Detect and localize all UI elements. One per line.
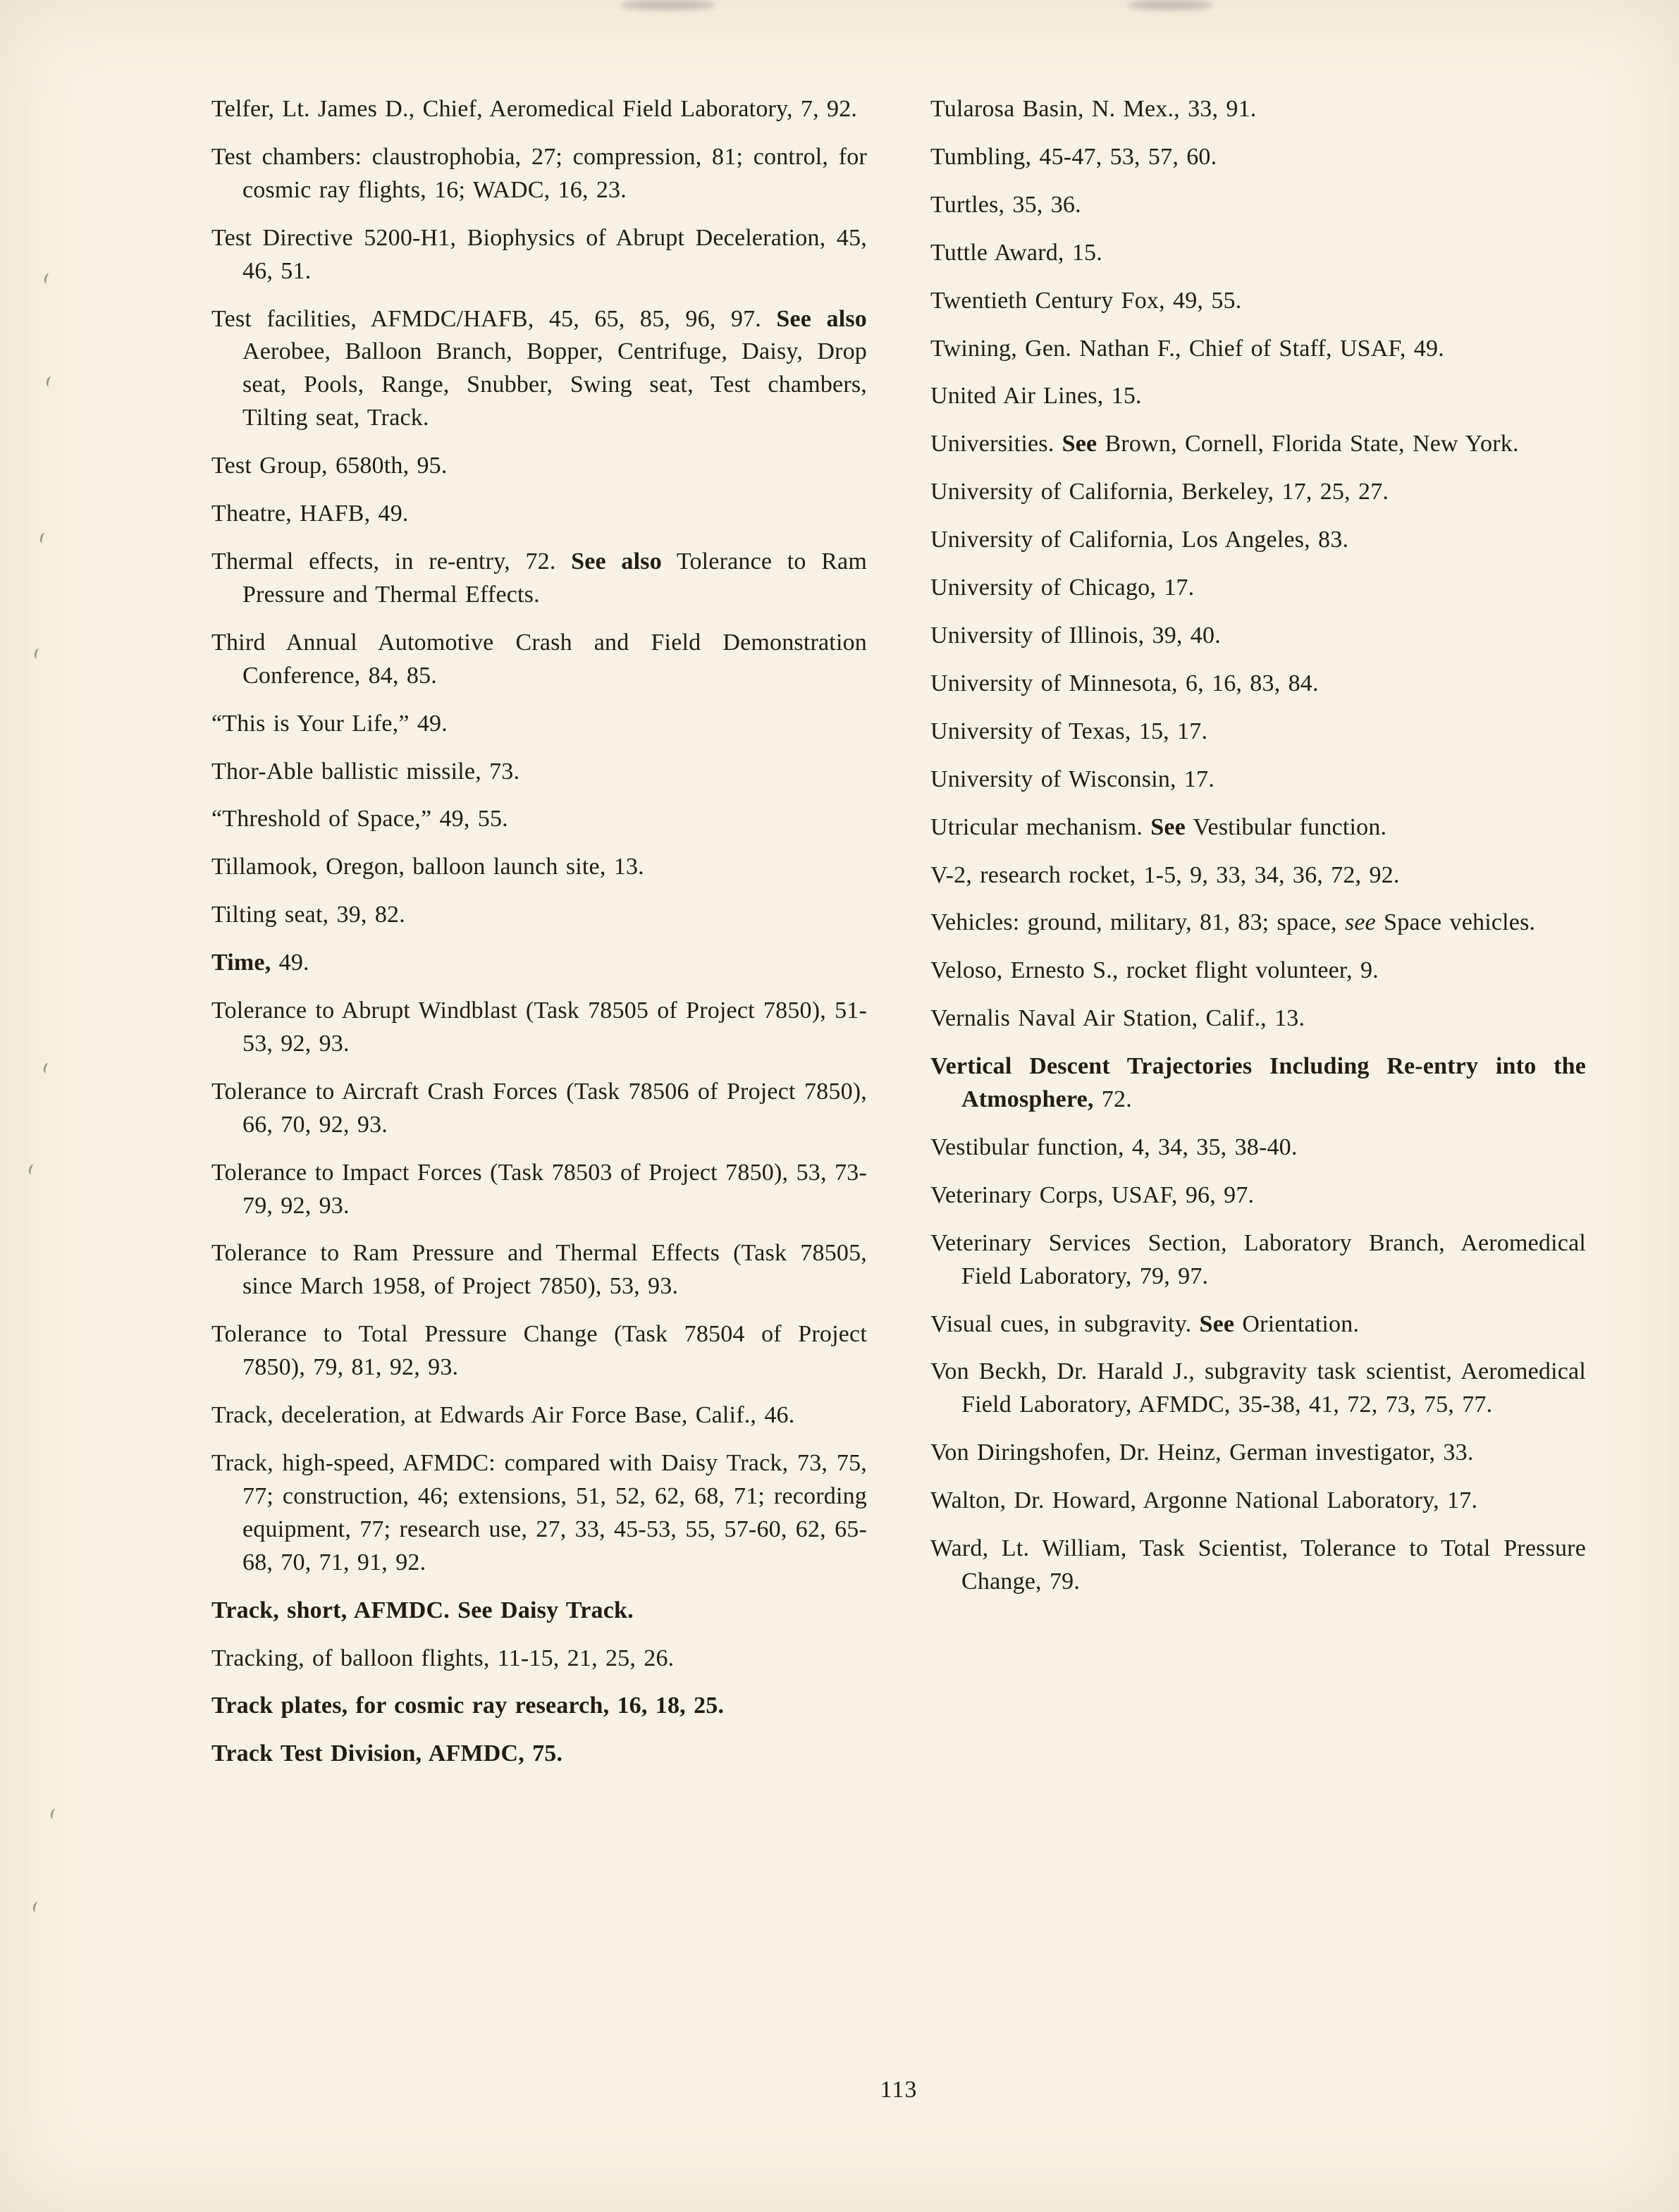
index-entry bbox=[930, 572, 1586, 605]
index-entry-text: Track, high-speed, AFMDC: compared with Daisy Track, 73, 75, 77; construction, 46; extensions, 51, 52, 62, 68, 71; recording equipment, 77; research use, 27, 33, 45-53, 55, 57-60, 62, 65-68, 70, 71, 91, 92. bbox=[211, 1450, 867, 1575]
index-entry-text: Orientation. bbox=[1234, 1310, 1360, 1337]
index-entry-text: Vestibular function, 4, 34, 35, 38-40. bbox=[930, 1133, 1298, 1160]
index-entry bbox=[211, 546, 867, 612]
page-number: 113 bbox=[880, 2077, 918, 2103]
index-entry-text: Von Diringshofen, Dr. Heinz, German investigator, 33. bbox=[930, 1439, 1474, 1466]
index-entry-text: Test facilities, AFMDC/HAFB, 45, 65, 85, 96, 97. bbox=[211, 305, 777, 332]
index-entry-text: Tuttle Award, 15. bbox=[930, 239, 1102, 266]
index-entry bbox=[211, 1399, 867, 1432]
index-entry-emphasis: See also bbox=[571, 548, 662, 574]
index-entry-emphasis: Track, short, AFMDC. bbox=[211, 1597, 458, 1623]
index-entry-text: United Air Lines, 15. bbox=[930, 383, 1142, 410]
index-entry-text: Tumbling, 45-47, 53, 57, 60. bbox=[930, 143, 1217, 170]
index-entry-text: Tilting seat, 39, 82. bbox=[211, 902, 405, 928]
index-entry-text: Von Beckh, Dr. Harald J., subgravity task scientist, Aeromedical Field Laboratory, AFMDC, 35-38, 41, 72, 73, 75, 77. bbox=[930, 1358, 1586, 1418]
index-entry-text: Brown, Cornell, Florida State, New York. bbox=[1097, 431, 1519, 457]
index-entry bbox=[930, 1437, 1586, 1470]
index-entry-text: Test Directive 5200-H1, Biophysics of Abrupt Deceleration, 45, 46, 51. bbox=[211, 224, 867, 284]
index-entry bbox=[211, 141, 867, 207]
index-entry bbox=[211, 851, 867, 884]
index-entry-text: Telfer, Lt. James D., Chief, Aeromedical Field Laboratory, 7, 92. bbox=[211, 96, 858, 122]
index-entry-emphasis: Daisy Track. bbox=[492, 1597, 634, 1623]
index-entry-text: Theatre, HAFB, 49. bbox=[211, 500, 409, 527]
index-columns bbox=[211, 93, 1586, 1786]
index-entry bbox=[930, 524, 1586, 557]
index-entry bbox=[211, 756, 867, 789]
index-entry-text: Ward, Lt. William, Task Scientist, Tolerance to Total Pressure Change, 79. bbox=[930, 1535, 1586, 1595]
index-entry-text: Thor-Able ballistic missile, 73. bbox=[211, 758, 520, 785]
index-entry-text: Utricular mechanism. bbox=[930, 813, 1151, 840]
index-entry-text: University of Texas, 15, 17. bbox=[930, 718, 1208, 744]
index-entry-text: Test chambers: claustrophobia, 27; compression, 81; control, for cosmic ray flights, 16; WADC, 16, 23. bbox=[211, 143, 867, 203]
index-entry-cross-ref: see bbox=[1344, 909, 1376, 936]
index-entry bbox=[930, 1050, 1586, 1117]
index-entry bbox=[930, 1308, 1586, 1341]
index-entry-text: Tolerance to Ram Pressure and Thermal Effects. bbox=[242, 548, 867, 608]
scan-smudge-right bbox=[1128, 0, 1212, 10]
index-entry bbox=[211, 450, 867, 483]
index-entry-emphasis: Track Test Division, AFMDC, 75. bbox=[211, 1740, 563, 1767]
index-content bbox=[211, 93, 1586, 1786]
index-entry bbox=[930, 476, 1586, 509]
index-entry-text: V-2, research rocket, 1-5, 9, 33, 34, 36, 72, 92. bbox=[930, 861, 1400, 888]
index-entry bbox=[211, 1738, 867, 1771]
index-entry-text: Vernalis Naval Air Station, Calif., 13. bbox=[930, 1005, 1305, 1032]
index-entry-text: University of Chicago, 17. bbox=[930, 574, 1195, 601]
index-entry-text: Aerobee, Balloon Branch, Bopper, Centrifuge, Daisy, Drop seat, Pools, Range, Snubber, Swing seat, Test chambers, Tilting seat, Track. bbox=[242, 338, 867, 431]
index-entry bbox=[211, 1076, 867, 1142]
index-column-right bbox=[930, 93, 1586, 1786]
index-entry bbox=[211, 303, 867, 436]
index-entry-text: Visual cues, in subgravity. bbox=[930, 1310, 1200, 1337]
index-entry bbox=[211, 947, 867, 980]
index-entry bbox=[211, 498, 867, 531]
index-entry bbox=[930, 285, 1586, 318]
index-entry bbox=[930, 1532, 1586, 1599]
index-entry-text: Vehicles: ground, military, 81, 83; space, bbox=[930, 909, 1345, 936]
index-entry-text: Thermal effects, in re-entry, 72. bbox=[211, 548, 572, 574]
index-entry bbox=[211, 222, 867, 288]
index-entry-text: University of Wisconsin, 17. bbox=[930, 766, 1215, 792]
index-entry-text: University of Illinois, 39, 40. bbox=[930, 622, 1221, 649]
index-entry bbox=[930, 428, 1586, 461]
index-entry bbox=[930, 93, 1586, 126]
index-entry-text: Tolerance to Impact Forces (Task 78503 of Project 7850), 53, 73-79, 92, 93. bbox=[211, 1159, 867, 1219]
index-entry-text: “Threshold of Space,” 49, 55. bbox=[211, 806, 508, 832]
index-entry-text: Tracking, of balloon flights, 11-15, 21, 25, 26. bbox=[211, 1645, 675, 1671]
index-entry-text: University of California, Los Angeles, 83. bbox=[930, 527, 1349, 553]
index-entry-text: Tularosa Basin, N. Mex., 33, 91. bbox=[930, 96, 1257, 122]
index-entry-text: Veterinary Services Section, Laboratory Branch, Aeromedical Field Laboratory, 79, 97. bbox=[930, 1229, 1586, 1289]
index-entry bbox=[211, 899, 867, 932]
index-entry-emphasis: See also bbox=[776, 305, 867, 332]
index-entry-text: Walton, Dr. Howard, Argonne National Laboratory, 17. bbox=[930, 1487, 1478, 1514]
index-entry-emphasis: Track plates, for cosmic ray research, 16, 18, 25. bbox=[211, 1692, 725, 1719]
index-entry-text: Track, deceleration, at Edwards Air Force Base, Calif., 46. bbox=[211, 1402, 795, 1429]
index-entry bbox=[930, 1485, 1586, 1518]
index-entry-emphasis: See bbox=[1199, 1310, 1235, 1337]
index-entry-text: Space vehicles. bbox=[1375, 909, 1536, 936]
index-entry bbox=[211, 1690, 867, 1723]
index-entry-text: Universities. bbox=[930, 431, 1062, 457]
index-entry bbox=[211, 1237, 867, 1303]
index-entry bbox=[211, 627, 867, 693]
index-entry-text: Vestibular function. bbox=[1185, 813, 1387, 840]
index-entry-text: University of California, Berkeley, 17, 25, 27. bbox=[930, 479, 1389, 505]
index-entry-text: Turtles, 35, 36. bbox=[930, 191, 1081, 218]
index-entry-emphasis: See bbox=[1150, 813, 1186, 840]
index-entry bbox=[930, 811, 1586, 844]
index-entry-text: Tillamook, Oregon, balloon launch site, 13. bbox=[211, 854, 644, 880]
index-entry-text: 72. bbox=[1093, 1086, 1132, 1113]
index-entry-emphasis: Vertical Descent Trajectories Including Re-entry into the Atmosphere, bbox=[930, 1053, 1586, 1113]
index-entry-text: Test Group, 6580th, 95. bbox=[211, 453, 448, 479]
index-entry bbox=[211, 803, 867, 836]
index-entry bbox=[930, 954, 1586, 988]
index-entry bbox=[930, 620, 1586, 653]
index-entry-text: Veterinary Corps, USAF, 96, 97. bbox=[930, 1181, 1255, 1208]
index-entry bbox=[930, 763, 1586, 797]
index-entry-emphasis: See bbox=[1062, 431, 1097, 457]
index-entry-text: 49. bbox=[271, 950, 309, 976]
index-entry-emphasis: See bbox=[457, 1597, 493, 1623]
index-entry bbox=[930, 668, 1586, 701]
index-entry bbox=[930, 237, 1586, 270]
index-entry-text: Tolerance to Total Pressure Change (Task 78504 of Project 7850), 79, 81, 92, 93. bbox=[211, 1321, 867, 1381]
index-entry bbox=[930, 1356, 1586, 1422]
index-entry-text: Twentieth Century Fox, 49, 55. bbox=[930, 287, 1242, 314]
index-entry bbox=[930, 189, 1586, 222]
index-entry bbox=[211, 1642, 867, 1676]
index-entry-text: Third Annual Automotive Crash and Field Demonstration Conference, 84, 85. bbox=[211, 629, 867, 689]
index-entry bbox=[930, 1179, 1586, 1212]
index-entry bbox=[211, 93, 867, 126]
index-entry-text: Veloso, Ernesto S., rocket flight volunteer, 9. bbox=[930, 957, 1379, 984]
index-entry bbox=[930, 1131, 1586, 1165]
index-entry-text: University of Minnesota, 6, 16, 83, 84. bbox=[930, 670, 1319, 696]
index-entry bbox=[211, 1447, 867, 1580]
index-entry bbox=[930, 380, 1586, 413]
scan-smudge-left bbox=[620, 0, 715, 10]
index-entry bbox=[211, 995, 867, 1061]
index-entry-text: Twining, Gen. Nathan F., Chief of Staff, USAF, 49. bbox=[930, 335, 1444, 362]
index-entry bbox=[930, 333, 1586, 366]
index-entry-text: Tolerance to Aircraft Crash Forces (Task 78506 of Project 7850), 66, 70, 92, 93. bbox=[211, 1078, 867, 1138]
index-entry bbox=[930, 907, 1586, 940]
index-entry bbox=[930, 141, 1586, 174]
index-entry bbox=[211, 708, 867, 741]
index-entry bbox=[930, 859, 1586, 892]
index-entry-text: Tolerance to Abrupt Windblast (Task 78505 of Project 7850), 51-53, 92, 93. bbox=[211, 997, 867, 1057]
index-entry-text: “This is Your Life,” 49. bbox=[211, 710, 448, 737]
index-entry-text: Tolerance to Ram Pressure and Thermal Effects (Task 78505, since March 1958, of Project 7850), 53, 93. bbox=[211, 1240, 867, 1300]
index-column-left bbox=[211, 93, 867, 1786]
index-entry bbox=[930, 1002, 1586, 1036]
index-entry bbox=[211, 1595, 867, 1628]
index-entry bbox=[930, 715, 1586, 749]
index-entry bbox=[211, 1318, 867, 1384]
index-entry bbox=[211, 1157, 867, 1223]
index-entry-emphasis: Time, bbox=[211, 950, 271, 976]
index-entry bbox=[930, 1227, 1586, 1294]
